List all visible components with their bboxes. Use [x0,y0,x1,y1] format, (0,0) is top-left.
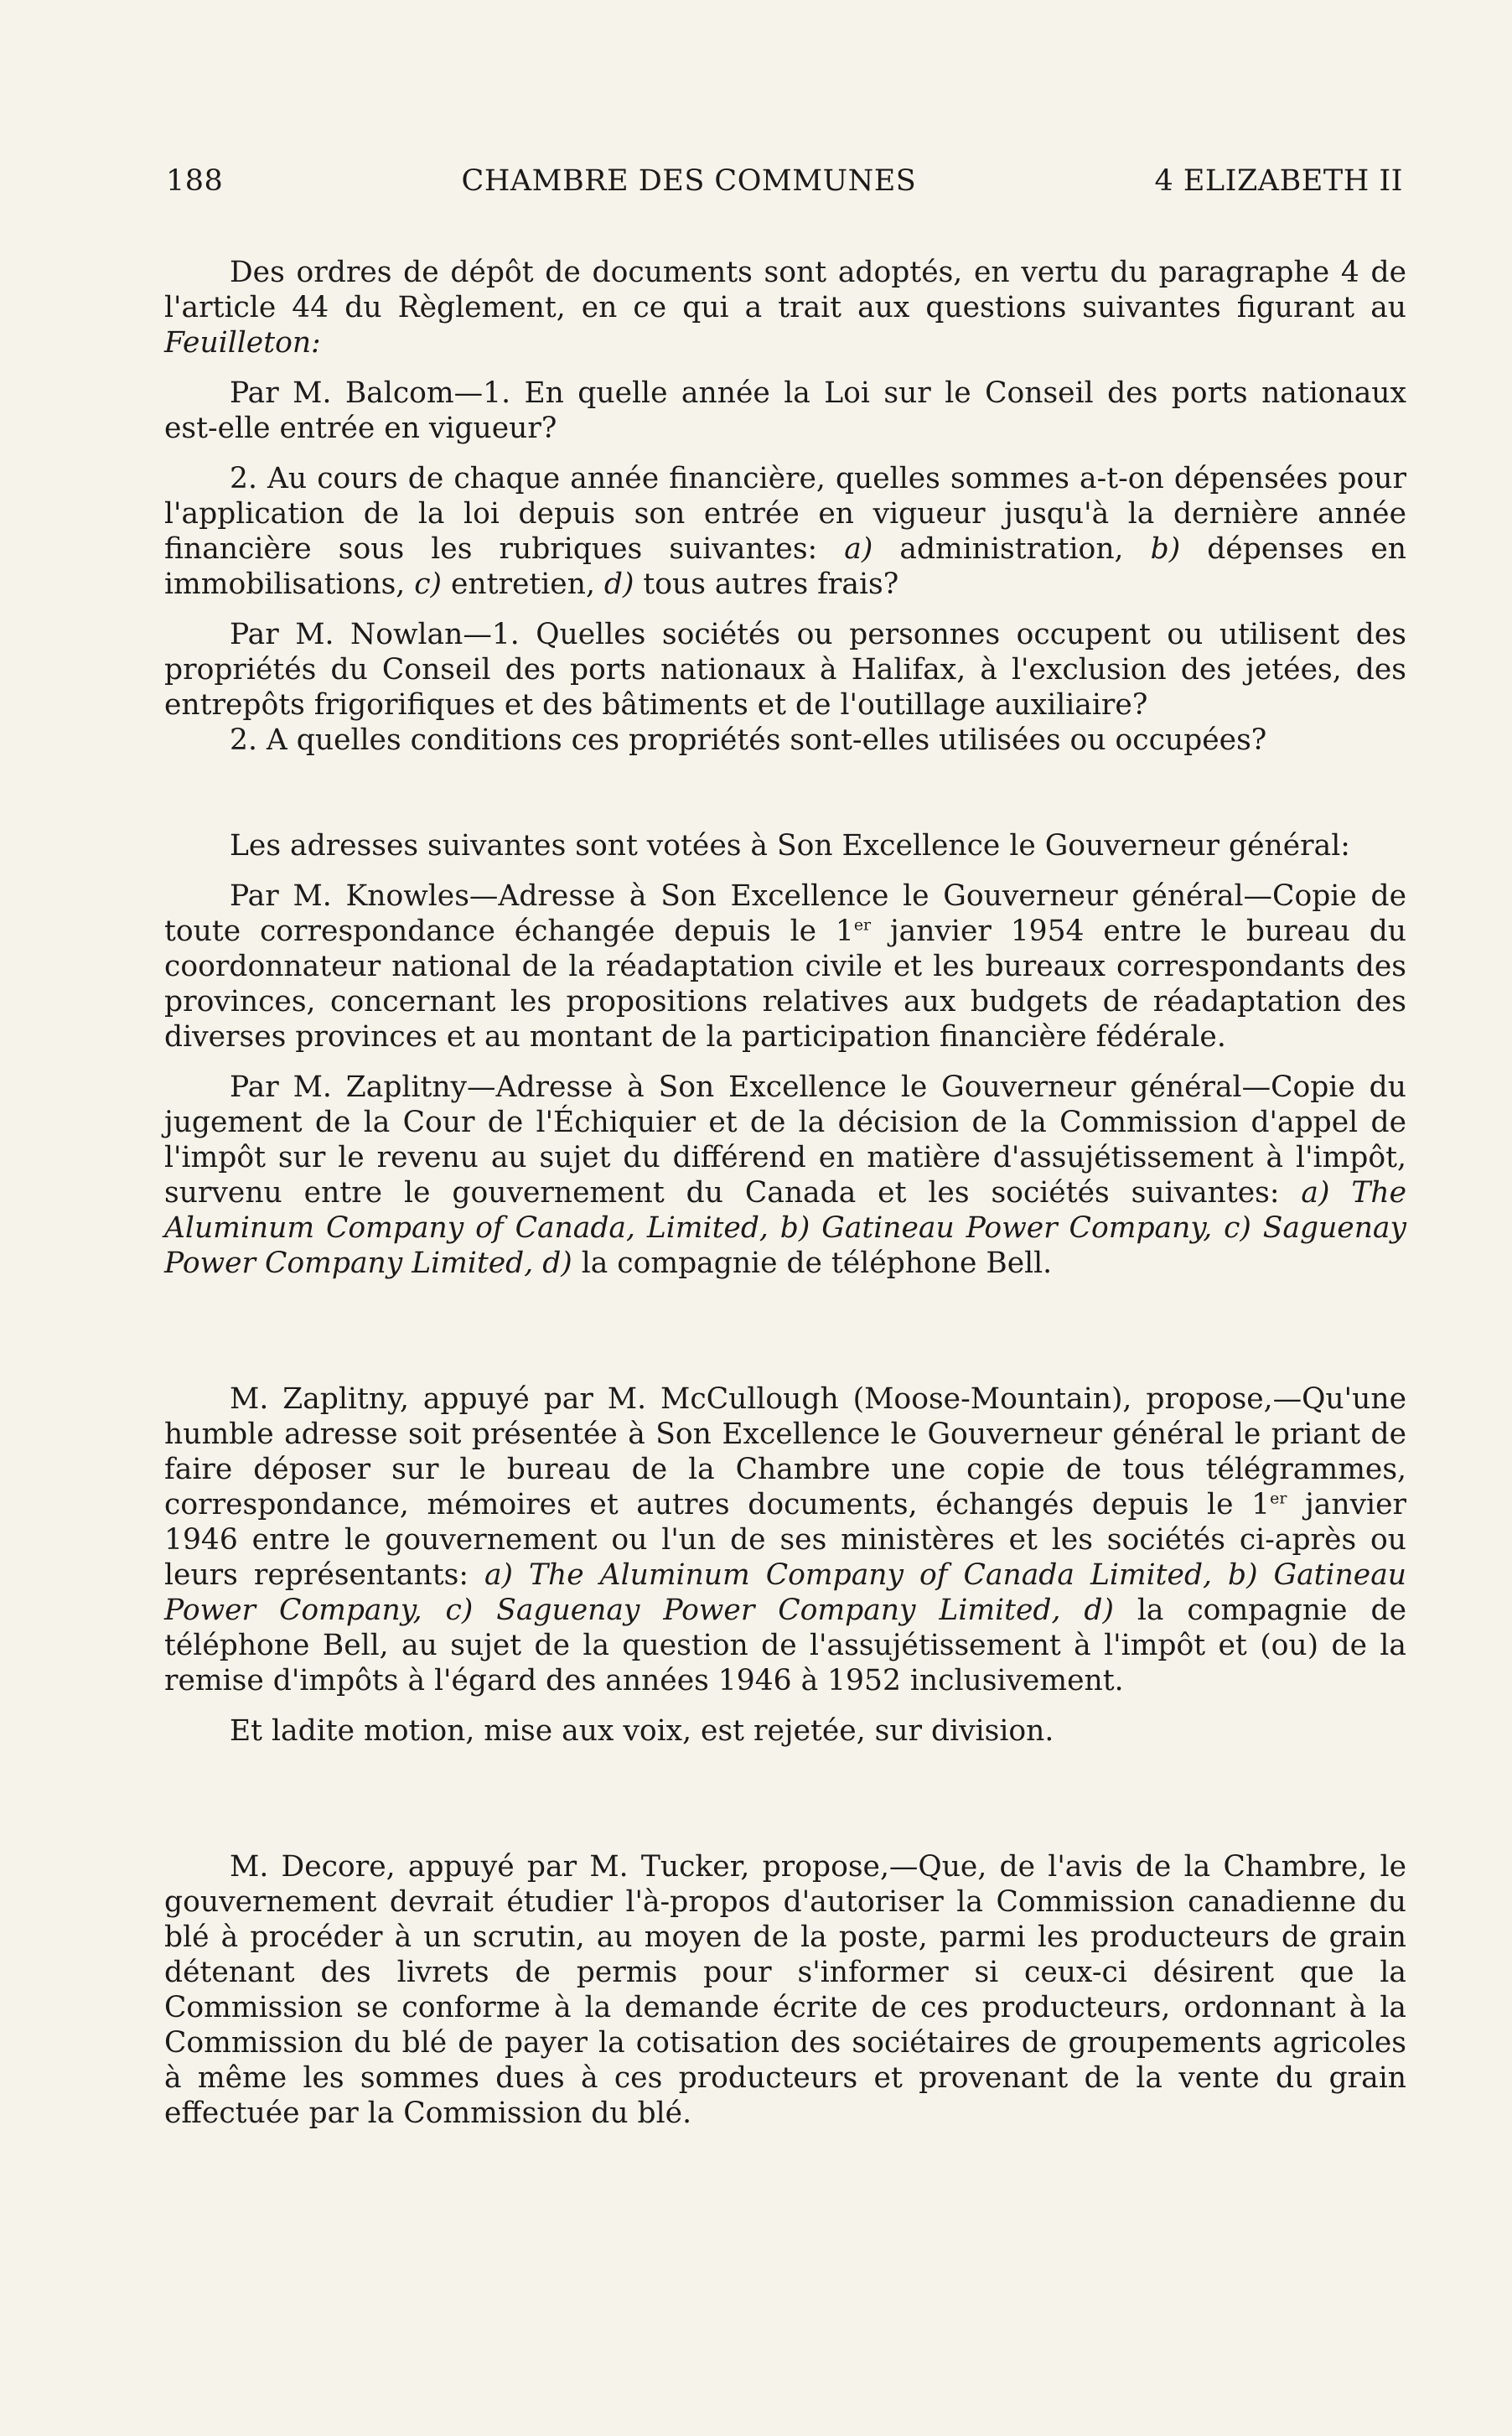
paragraph-text: janvier 1946 entre le gouvernement ou l'un de ses ministères et les sociétés ci-après ou leurs représentants: [164,1488,1406,1592]
paragraph-text: dépenses en immobilisations, [164,532,1407,601]
page-body [164,255,1406,2131]
item-letter: b) [1150,532,1181,566]
paragraph-knowles [164,879,1406,1055]
running-header [166,164,1403,198]
paragraph-balcom-q2 [164,461,1406,602]
paragraph-addresses-intro: Les adresses suivantes sont votées à Son Excellence le Gouverneur général: [230,829,1350,863]
ordinal-superscript: er [1270,1489,1287,1508]
paragraph-motion-result: Et ladite motion, mise aux voix, est rejetée, sur division. [230,1714,1054,1748]
paragraph-nowlan-q1: Par M. Nowlan—1. Quelles sociétés ou personnes occupent ou utilisent des propriétés du Conseil des ports nationaux à Halifax, à l'exclusion des jetées, des entrepôts frigorifiques et des bâtiments et de l'outillage auxiliaire? [164,618,1406,722]
company-list-italic: a) The Aluminum Company of Canada, Limited, b) Gatineau Power Company, [164,1176,1406,1245]
company-list-italic: a) The Aluminum Company of Canada Limited, b) Gatineau Power Company, c) Saguenay Power Company Limited, d) [164,1558,1406,1627]
item-letter: d) [603,568,634,601]
paragraph-text: janvier 1954 entre le bureau du coordonnateur national de la réadaptation civile et les bureaux correspondants des provinces, concernant les propositions relatives aux budgets de réadaptation des diverses provinces et au montant de la participation financière fédérale. [164,915,1407,1054]
page-number: 188 [166,164,224,198]
paragraph-text: Des ordres de dépôt de documents sont adoptés, en vertu du paragraphe 4 de l'article 44 du Règlement, en ce qui a trait aux questions suivantes figurant au [164,256,1406,324]
item-letter: c) [414,568,443,601]
paragraph-order-intro [164,255,1406,360]
paragraph-zaplitny-address [164,1070,1406,1281]
header-session: 4 ELIZABETH II [1154,164,1403,198]
paragraph-text: Par M. Knowles—Adresse à Son Excellence le Gouverneur général—Copie de toute correspondance échangée depuis le 1 [164,879,1406,948]
paragraph-text: la compagnie de téléphone Bell. [572,1247,1053,1280]
feuilleton-italic: Feuilleton: [164,326,321,360]
paragraph-balcom-q1: Par M. Balcom—1. En quelle année la Loi sur le Conseil des ports nationaux est-elle entrée en vigueur? [164,376,1406,445]
paragraph-text: Par M. Zaplitny—Adresse à Son Excellence le Gouverneur général—Copie du jugement de la Cour de l'Échiquier et de la décision de la Commission d'appel de l'impôt sur le revenu au sujet du différend en matière d'assujétissement à l'impôt, survenu entre le gouvernement du Canada et les sociétés suivantes: [164,1070,1406,1210]
paragraph-nowlan-q2: 2. A quelles conditions ces propriétés sont-elles utilisées ou occupées? [230,723,1267,757]
ordinal-superscript: er [853,915,872,935]
paragraph-text: entretien, [442,568,604,601]
paragraph-decore-motion: M. Decore, appuyé par M. Tucker, propose,—Que, de l'avis de la Chambre, le gouvernement devrait étudier l'à-propos d'autoriser la Commission canadienne du blé à procéder à un scrutin, au moyen de la poste, parmi les producteurs de grain détenant des livrets de permis pour s'informer si ceux-ci désirent que la Commission se conforme à la demande écrite de ces producteurs, ordonnant à la Commission du blé de payer la cotisation des sociétaires de groupements agricoles à même les sommes dues à ces producteurs et provenant de la vente du grain effectuée par la Commission du blé. [164,1850,1406,2130]
paragraph-text: administration, [873,532,1151,566]
company-list-italic: c) Saguenay Power Company Limited, d) [164,1211,1406,1280]
paragraph-text: tous autres frais? [634,568,899,601]
paragraph-text: la compagnie de téléphone Bell, au sujet de la question de l'assujétissement à l'impôt et (ou) de la remise d'impôts à l'égard des années 1946 à 1952 inclusivement. [164,1594,1406,1697]
item-letter: a) [844,532,873,566]
paragraph-text: 2. Au cours de chaque année financière, quelles sommes a-t-on dépensées pour l'application de la loi depuis son entrée en vigueur jusqu'à la dernière année financière sous les rubriques suivantes: [164,462,1406,566]
paragraph-text: M. Zaplitny, appuyé par M. McCullough (Moose-Mountain), propose,—Qu'une humble adresse soit présentée à Son Excellence le Gouverneur général le priant de faire déposer sur le bureau de la Chambre une copie de tous télégrammes, correspondance, mémoires et autres documents, échangés depuis le 1 [164,1382,1406,1521]
paragraph-zaplitny-motion [164,1381,1406,1698]
header-title: CHAMBRE DES COMMUNES [461,164,917,198]
